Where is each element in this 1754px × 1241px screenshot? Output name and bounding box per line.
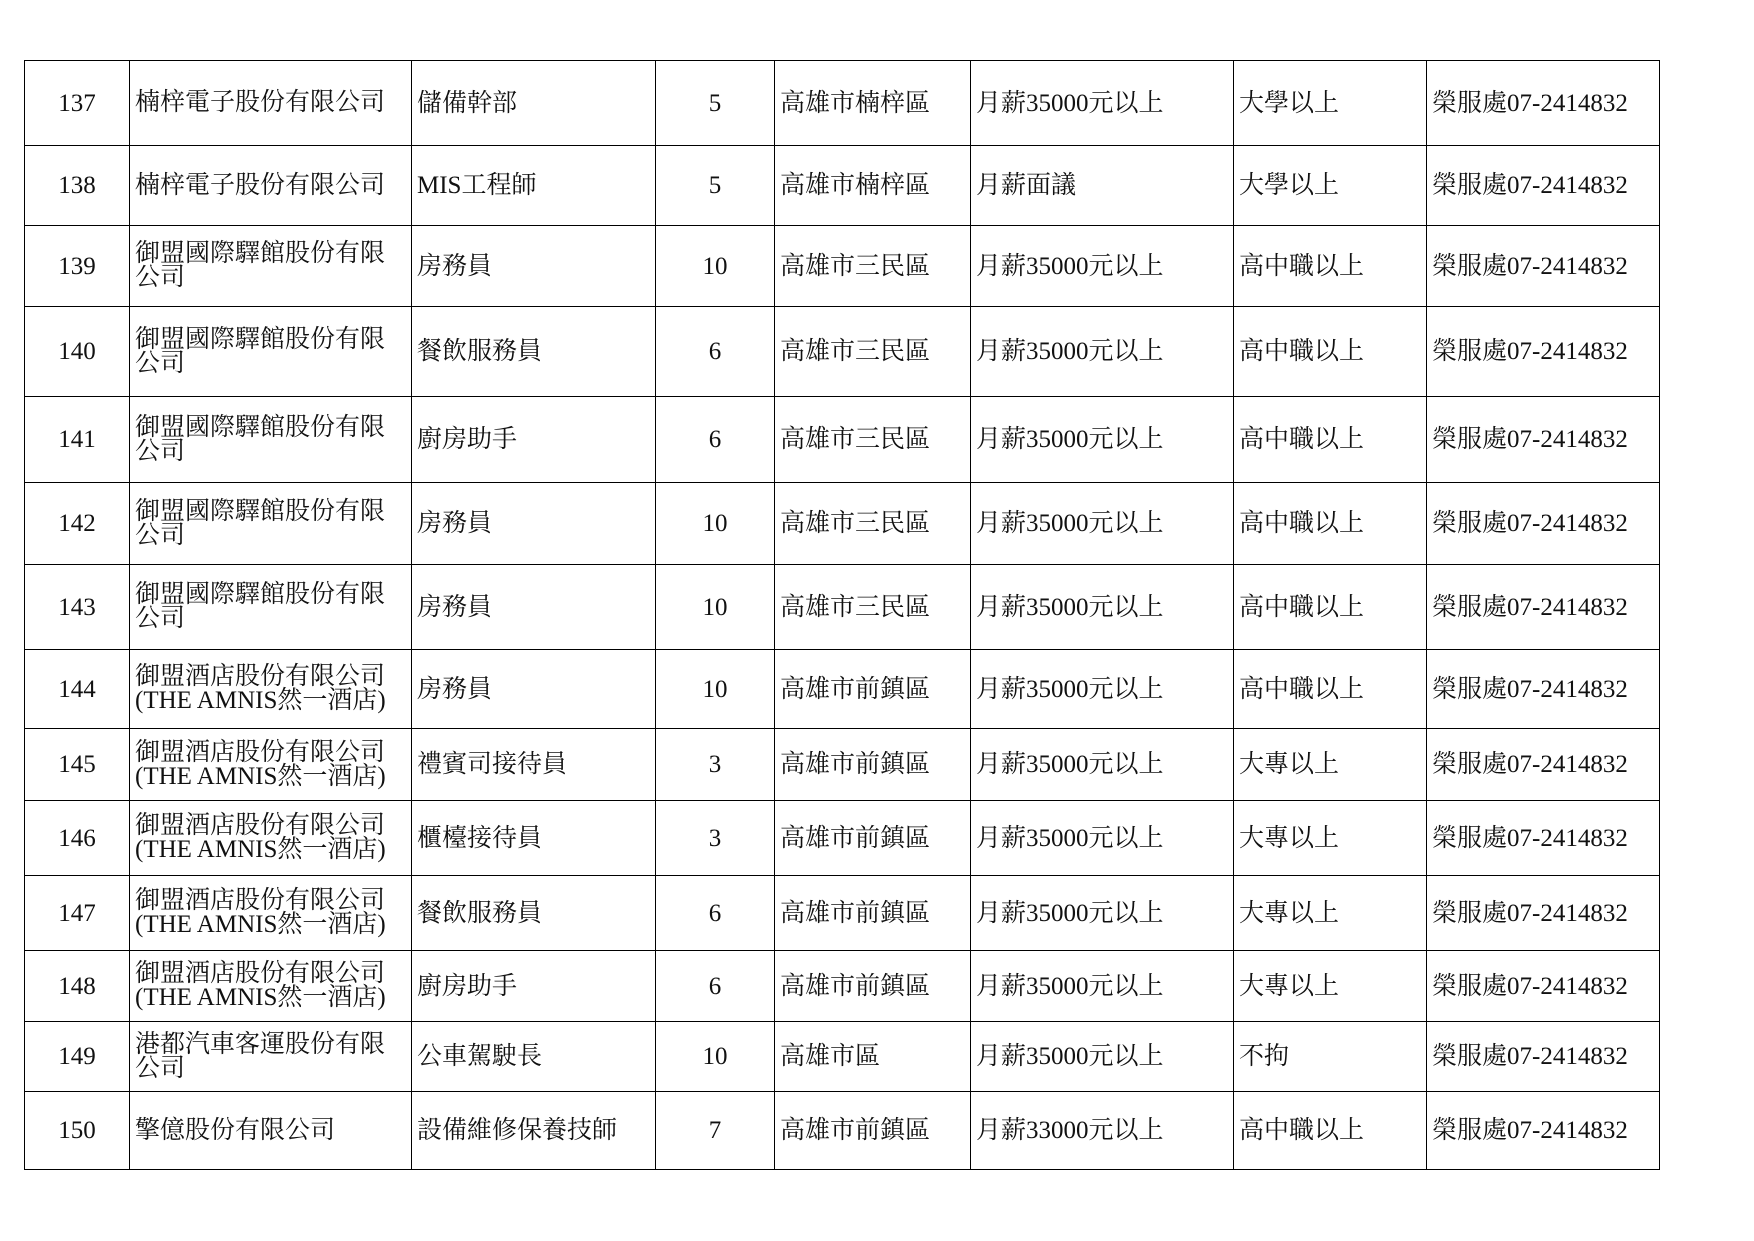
cell-number: 146: [25, 801, 130, 876]
cell-salary: 月薪面議: [971, 146, 1234, 226]
table-row: [25, 1092, 1660, 1170]
cell-job-title: 餐飲服務員: [412, 876, 656, 951]
cell-job-title: 禮賓司接待員: [412, 729, 656, 801]
table-row: [25, 483, 1660, 565]
company-name-line: 御盟酒店股份有限公司: [135, 663, 386, 690]
cell-education: 大學以上: [1234, 61, 1427, 146]
cell-openings: 5: [656, 61, 775, 146]
cell-education: 高中職以上: [1234, 226, 1427, 307]
cell-job-title: 廚房助手: [412, 397, 656, 483]
cell-contact: 榮服處07-2414832: [1427, 729, 1660, 801]
cell-location: 高雄市楠梓區: [775, 61, 971, 146]
table-row: [25, 61, 1660, 146]
company-name-line: 公司: [135, 521, 186, 549]
cell-openings: 10: [656, 565, 775, 650]
table-row: [25, 801, 1660, 876]
cell-education: 大專以上: [1234, 876, 1427, 951]
cell-contact: 榮服處07-2414832: [1427, 61, 1660, 146]
cell-education: 高中職以上: [1234, 565, 1427, 650]
cell-number: 138: [25, 146, 130, 226]
cell-number: 139: [25, 226, 130, 307]
cell-company: [130, 801, 412, 876]
cell-job-title: 房務員: [412, 483, 656, 565]
cell-location: 高雄市三民區: [775, 397, 971, 483]
company-name-line: 公司: [135, 264, 186, 291]
cell-salary: 月薪35000元以上: [971, 226, 1234, 307]
cell-job-title: MIS工程師: [412, 146, 656, 226]
cell-job-title: 公車駕駛長: [412, 1022, 656, 1092]
cell-openings: 5: [656, 146, 775, 226]
cell-education: 高中職以上: [1234, 483, 1427, 565]
cell-company: [130, 876, 412, 951]
cell-location: 高雄市區: [775, 1022, 971, 1092]
cell-location: 高雄市三民區: [775, 565, 971, 650]
cell-salary: 月薪33000元以上: [971, 1092, 1234, 1170]
cell-company: [130, 1022, 412, 1092]
cell-job-title: 房務員: [412, 650, 656, 729]
cell-company: [130, 483, 412, 565]
cell-openings: 10: [656, 226, 775, 307]
cell-job-title: 儲備幹部: [412, 61, 656, 146]
cell-contact: 榮服處07-2414832: [1427, 565, 1660, 650]
cell-salary: 月薪35000元以上: [971, 61, 1234, 146]
cell-contact: 榮服處07-2414832: [1427, 483, 1660, 565]
cell-salary: 月薪35000元以上: [971, 397, 1234, 483]
cell-number: 145: [25, 729, 130, 801]
cell-location: 高雄市楠梓區: [775, 146, 971, 226]
company-name-line: (THE AMNIS然一酒店): [135, 836, 386, 863]
cell-job-title: 餐飲服務員: [412, 307, 656, 397]
cell-salary: 月薪35000元以上: [971, 876, 1234, 951]
cell-openings: 6: [656, 876, 775, 951]
cell-company: [130, 61, 412, 146]
cell-openings: 10: [656, 483, 775, 565]
cell-openings: 7: [656, 1092, 775, 1170]
cell-location: 高雄市前鎮區: [775, 729, 971, 801]
cell-contact: 榮服處07-2414832: [1427, 951, 1660, 1022]
table-row: [25, 226, 1660, 307]
cell-location: 高雄市三民區: [775, 483, 971, 565]
company-name-line: 御盟酒店股份有限公司: [135, 812, 386, 839]
cell-job-title: 房務員: [412, 226, 656, 307]
company-name-line: 御盟酒店股份有限公司: [135, 960, 386, 987]
company-name-line: 御盟國際驛館股份有限: [135, 497, 386, 525]
cell-number: 148: [25, 951, 130, 1022]
cell-location: 高雄市前鎮區: [775, 650, 971, 729]
company-name-line: 公司: [135, 349, 186, 377]
cell-education: 不拘: [1234, 1022, 1427, 1092]
company-name-line: 公司: [135, 1054, 186, 1082]
company-name-line: (THE AMNIS然一酒店): [135, 911, 386, 938]
company-name-line: 楠梓電子股份有限公司: [135, 89, 386, 116]
company-name-line: 御盟酒店股份有限公司: [135, 738, 386, 766]
cell-location: 高雄市前鎮區: [775, 801, 971, 876]
company-name-line: 御盟國際驛館股份有限: [135, 240, 386, 267]
cell-company: [130, 1092, 412, 1170]
cell-contact: 榮服處07-2414832: [1427, 146, 1660, 226]
cell-company: [130, 951, 412, 1022]
cell-salary: 月薪35000元以上: [971, 801, 1234, 876]
company-name-line: 御盟國際驛館股份有限: [135, 413, 386, 441]
company-name-line: 公司: [135, 437, 186, 465]
cell-company: [130, 565, 412, 650]
company-name-line: 楠梓電子股份有限公司: [135, 171, 386, 199]
company-name-line: (THE AMNIS然一酒店): [135, 687, 386, 714]
cell-location: 高雄市前鎮區: [775, 1092, 971, 1170]
cell-education: 高中職以上: [1234, 650, 1427, 729]
cell-company: [130, 729, 412, 801]
cell-openings: 10: [656, 1022, 775, 1092]
table-row: [25, 876, 1660, 951]
table-row: [25, 146, 1660, 226]
company-name-line: 擎億股份有限公司: [135, 1116, 336, 1144]
cell-job-title: 櫃檯接待員: [412, 801, 656, 876]
cell-location: 高雄市前鎮區: [775, 951, 971, 1022]
cell-openings: 6: [656, 397, 775, 483]
cell-salary: 月薪35000元以上: [971, 1022, 1234, 1092]
cell-location: 高雄市前鎮區: [775, 876, 971, 951]
cell-number: 142: [25, 483, 130, 565]
cell-contact: 榮服處07-2414832: [1427, 1092, 1660, 1170]
table-body: [25, 61, 1660, 1170]
cell-job-title: 廚房助手: [412, 951, 656, 1022]
cell-number: 147: [25, 876, 130, 951]
cell-education: 大專以上: [1234, 951, 1427, 1022]
cell-location: 高雄市三民區: [775, 226, 971, 307]
company-name-line: 公司: [135, 605, 186, 632]
cell-openings: 10: [656, 650, 775, 729]
cell-number: 144: [25, 650, 130, 729]
table-row: [25, 397, 1660, 483]
cell-company: [130, 307, 412, 397]
cell-contact: 榮服處07-2414832: [1427, 1022, 1660, 1092]
cell-number: 143: [25, 565, 130, 650]
cell-salary: 月薪35000元以上: [971, 729, 1234, 801]
cell-contact: 榮服處07-2414832: [1427, 650, 1660, 729]
cell-salary: 月薪35000元以上: [971, 307, 1234, 397]
cell-salary: 月薪35000元以上: [971, 951, 1234, 1022]
cell-contact: 榮服處07-2414832: [1427, 397, 1660, 483]
company-name-line: 御盟國際驛館股份有限: [135, 325, 386, 353]
table-row: [25, 729, 1660, 801]
cell-salary: 月薪35000元以上: [971, 565, 1234, 650]
cell-company: [130, 397, 412, 483]
cell-number: 140: [25, 307, 130, 397]
cell-job-title: 設備維修保養技師: [412, 1092, 656, 1170]
cell-education: 高中職以上: [1234, 307, 1427, 397]
company-name-line: 港都汽車客運股份有限: [135, 1030, 386, 1058]
company-name-line: 御盟酒店股份有限公司: [135, 887, 386, 914]
table-row: [25, 650, 1660, 729]
cell-location: 高雄市三民區: [775, 307, 971, 397]
cell-contact: 榮服處07-2414832: [1427, 226, 1660, 307]
cell-number: 150: [25, 1092, 130, 1170]
cell-salary: 月薪35000元以上: [971, 483, 1234, 565]
cell-number: 137: [25, 61, 130, 146]
table-row: [25, 951, 1660, 1022]
table-row: [25, 307, 1660, 397]
cell-openings: 3: [656, 801, 775, 876]
cell-number: 141: [25, 397, 130, 483]
cell-contact: 榮服處07-2414832: [1427, 307, 1660, 397]
cell-number: 149: [25, 1022, 130, 1092]
cell-company: [130, 650, 412, 729]
cell-company: [130, 146, 412, 226]
cell-education: 高中職以上: [1234, 397, 1427, 483]
cell-contact: 榮服處07-2414832: [1427, 801, 1660, 876]
cell-openings: 6: [656, 951, 775, 1022]
table-row: [25, 565, 1660, 650]
table-row: [25, 1022, 1660, 1092]
cell-education: 大專以上: [1234, 729, 1427, 801]
cell-company: [130, 226, 412, 307]
cell-salary: 月薪35000元以上: [971, 650, 1234, 729]
cell-education: 大專以上: [1234, 801, 1427, 876]
cell-openings: 6: [656, 307, 775, 397]
cell-education: 大學以上: [1234, 146, 1427, 226]
company-name-line: (THE AMNIS然一酒店): [135, 762, 386, 790]
cell-education: 高中職以上: [1234, 1092, 1427, 1170]
company-name-line: (THE AMNIS然一酒店): [135, 984, 386, 1011]
cell-openings: 3: [656, 729, 775, 801]
cell-contact: 榮服處07-2414832: [1427, 876, 1660, 951]
job-listing-table: [24, 60, 1660, 1170]
company-name-line: 御盟國際驛館股份有限: [135, 581, 386, 608]
cell-job-title: 房務員: [412, 565, 656, 650]
